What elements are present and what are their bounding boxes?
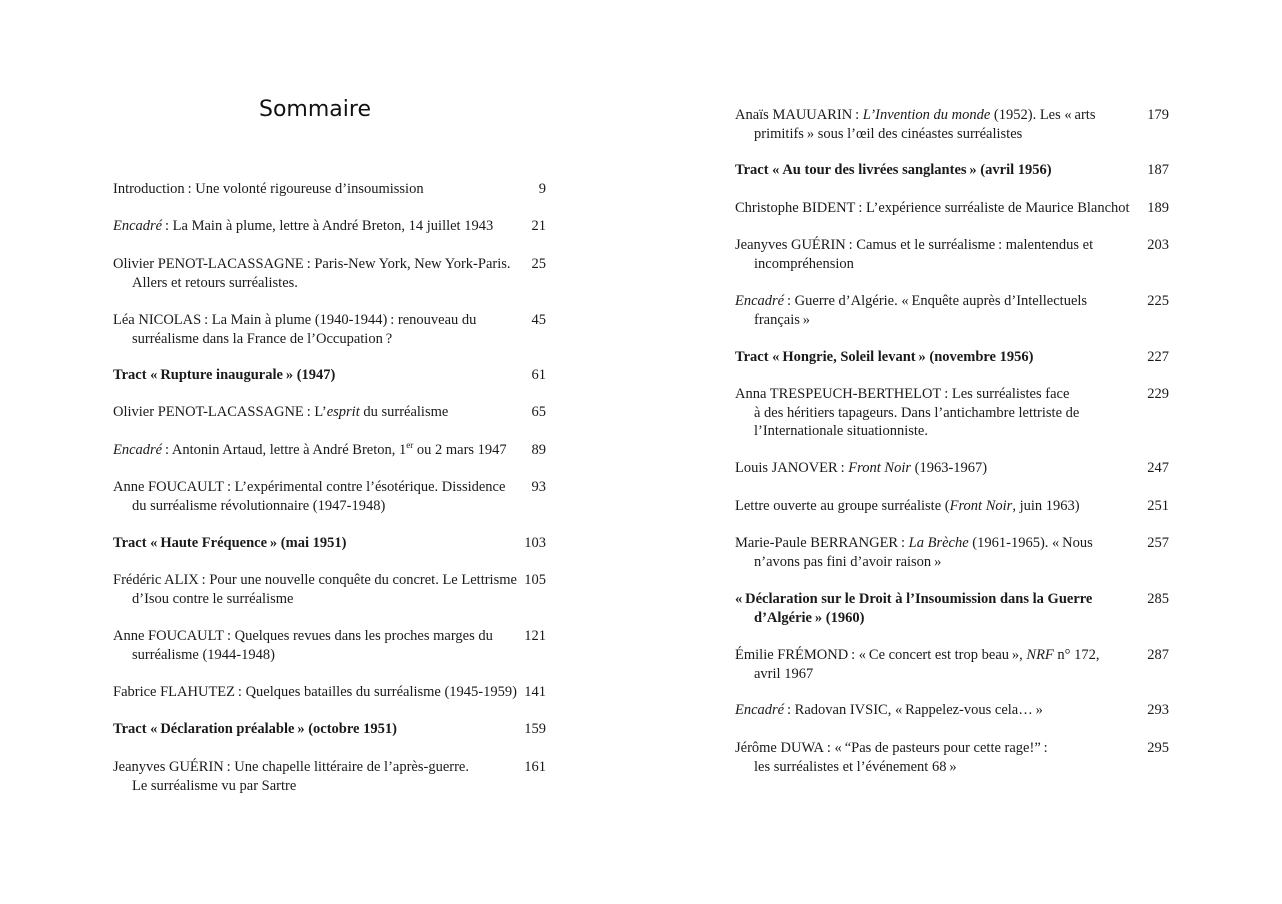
page-number: 247: [1147, 460, 1169, 476]
toc-entry-tract: [113, 720, 546, 739]
page-number: 203: [1147, 237, 1169, 253]
toc-entry: [113, 627, 546, 664]
entry-title: Tract « Rupture inaugurale » (1947): [113, 367, 336, 383]
toc-entry: [735, 497, 1169, 516]
page-number: 103: [524, 535, 546, 551]
entry-title: Encadré : Radovan IVSIC, « Rappelez-vous cela… »: [735, 702, 1043, 718]
toc-entry: [113, 217, 546, 236]
entry-title: Anne FOUCAULT : Quelques revues dans les proches marges du surréalisme (1944-1948): [113, 628, 493, 663]
entry-title: Anna TRESPEUCH-BERTHELOT : Les surréalistes face à des héritiers tapageurs. Dans l’antichambre lettriste de l’Internationale situationniste.: [735, 386, 1080, 439]
page-number: 229: [1147, 386, 1169, 402]
page-number: 189: [1147, 200, 1169, 216]
page-number: 25: [531, 256, 546, 272]
entry-title: Fabrice FLAHUTEZ : Quelques batailles du surréalisme (1945-1959): [113, 684, 517, 700]
entry-title: Olivier PENOT-LACASSAGNE : Paris-New York, New York-Paris. Allers et retours surréalistes.: [113, 256, 511, 291]
page-number: 287: [1147, 647, 1169, 663]
entry-tag: Encadré: [735, 702, 785, 718]
entry-title: Louis JANOVER : Front Noir (1963-1967): [735, 460, 988, 476]
toc-entry: [735, 701, 1169, 720]
entry-title: Tract « Au tour des livrées sanglantes » (avril 1956): [735, 162, 1052, 178]
page-number: 161: [524, 759, 546, 775]
toc-entry: [735, 459, 1169, 478]
toc-entry: [113, 180, 546, 199]
page-number: 187: [1147, 162, 1169, 178]
entry-title: « Déclaration sur le Droit à l’Insoumission dans la Guerre d’Algérie » (1960): [735, 591, 1093, 626]
entry-title: Émilie FRÉMOND : « Ce concert est trop beau », NRF n° 172, avril 1967: [735, 647, 1100, 682]
toc-entry: [113, 478, 546, 515]
entry-title: Anne FOUCAULT : L’expérimental contre l’ésotérique. Dissidence du surréalisme révolutionnaire (1947-1948): [113, 479, 506, 514]
page-number: 227: [1147, 349, 1169, 365]
entry-tag: Encadré: [113, 442, 163, 458]
entry-title: Tract « Déclaration préalable » (octobre 1951): [113, 721, 397, 737]
entry-title: Encadré : Antonin Artaud, lettre à André Breton, 1er ou 2 mars 1947: [113, 440, 507, 458]
page-number: 121: [524, 628, 546, 644]
toc-entry-tract: [113, 534, 546, 553]
toc-entry: [113, 758, 546, 795]
page-number: 93: [531, 479, 546, 495]
page-number: 295: [1147, 740, 1169, 756]
toc-entry: [735, 199, 1169, 218]
entry-title: Lettre ouverte au groupe surréaliste (Front Noir, juin 1963): [735, 498, 1080, 514]
entry-title: Encadré : Guerre d’Algérie. « Enquête auprès d’Intellectuels français »: [735, 293, 1088, 328]
entry-title: Christophe BIDENT : L’expérience surréaliste de Maurice Blanchot: [735, 200, 1130, 216]
page-number: 21: [531, 218, 546, 234]
entry-title: Introduction : Une volonté rigoureuse d’insoumission: [113, 181, 424, 197]
entry-title: Tract « Hongrie, Soleil levant » (novembre 1956): [735, 349, 1034, 365]
toc-entry: [735, 534, 1169, 571]
page-number: 89: [531, 442, 546, 458]
entry-title: Jérôme DUWA : « “Pas de pasteurs pour cette rage!” : les surréalistes et l’événement 68 »: [735, 740, 1048, 775]
entry-title: Anaïs MAUUARIN : L’Invention du monde (1952). Les « arts primitifs » sous l’œil des cinéastes surréalistes: [735, 107, 1096, 142]
toc-entry: [113, 571, 546, 608]
toc-entry: [735, 385, 1169, 441]
toc-entry: [735, 739, 1169, 776]
entry-title: Jeanyves GUÉRIN : Une chapelle littéraire de l’après-guerre. Le surréalisme vu par Sartre: [113, 759, 469, 794]
toc-entry: [113, 311, 546, 348]
toc-entry-tract: [113, 366, 546, 385]
page-number: 159: [524, 721, 546, 737]
page-number: 225: [1147, 293, 1169, 309]
toc-entry: [735, 292, 1169, 329]
toc-entry: [113, 255, 546, 292]
toc-entry-tract: [735, 590, 1169, 627]
page-number: 61: [531, 367, 546, 383]
page-number: 179: [1147, 107, 1169, 123]
page-number: 105: [524, 572, 546, 588]
page-number: 251: [1147, 498, 1169, 514]
page-number: 285: [1147, 591, 1169, 607]
entry-title: Léa NICOLAS : La Main à plume (1940-1944) : renouveau du surréalisme dans la France de l’Occupation ?: [113, 312, 477, 347]
toc-entry-tract: [735, 348, 1169, 367]
toc-entry-tract: [735, 161, 1169, 180]
entry-title: Olivier PENOT-LACASSAGNE : L’esprit du surréalisme: [113, 404, 449, 420]
page-number: 257: [1147, 535, 1169, 551]
entry-title: Frédéric ALIX : Pour une nouvelle conquête du concret. Le Lettrisme d’Isou contre le surréalisme: [113, 572, 517, 607]
page-number: 293: [1147, 702, 1169, 718]
toc-entry: [735, 646, 1169, 683]
page-title: Sommaire: [259, 97, 371, 122]
toc-entry: [113, 441, 546, 460]
entry-title: Marie-Paule BERRANGER : La Brèche (1961-1965). « Nous n’avons pas fini d’avoir raison »: [735, 535, 1093, 570]
page-number: 45: [531, 312, 546, 328]
page-number: 9: [538, 181, 546, 197]
entry-tag: Encadré: [113, 218, 163, 234]
entry-tag: Encadré: [735, 293, 785, 309]
entry-title: Encadré : La Main à plume, lettre à André Breton, 14 juillet 1943: [113, 218, 494, 234]
toc-entry: [735, 236, 1169, 273]
entry-title: Jeanyves GUÉRIN : Camus et le surréalisme : malentendus et incompréhension: [735, 237, 1094, 272]
entry-title: Tract « Haute Fréquence » (mai 1951): [113, 535, 347, 551]
toc-entry: [735, 106, 1169, 143]
toc-entry: [113, 403, 546, 422]
page-number: 141: [524, 684, 546, 700]
page-number: 65: [531, 404, 546, 420]
toc-entry: [113, 683, 546, 702]
